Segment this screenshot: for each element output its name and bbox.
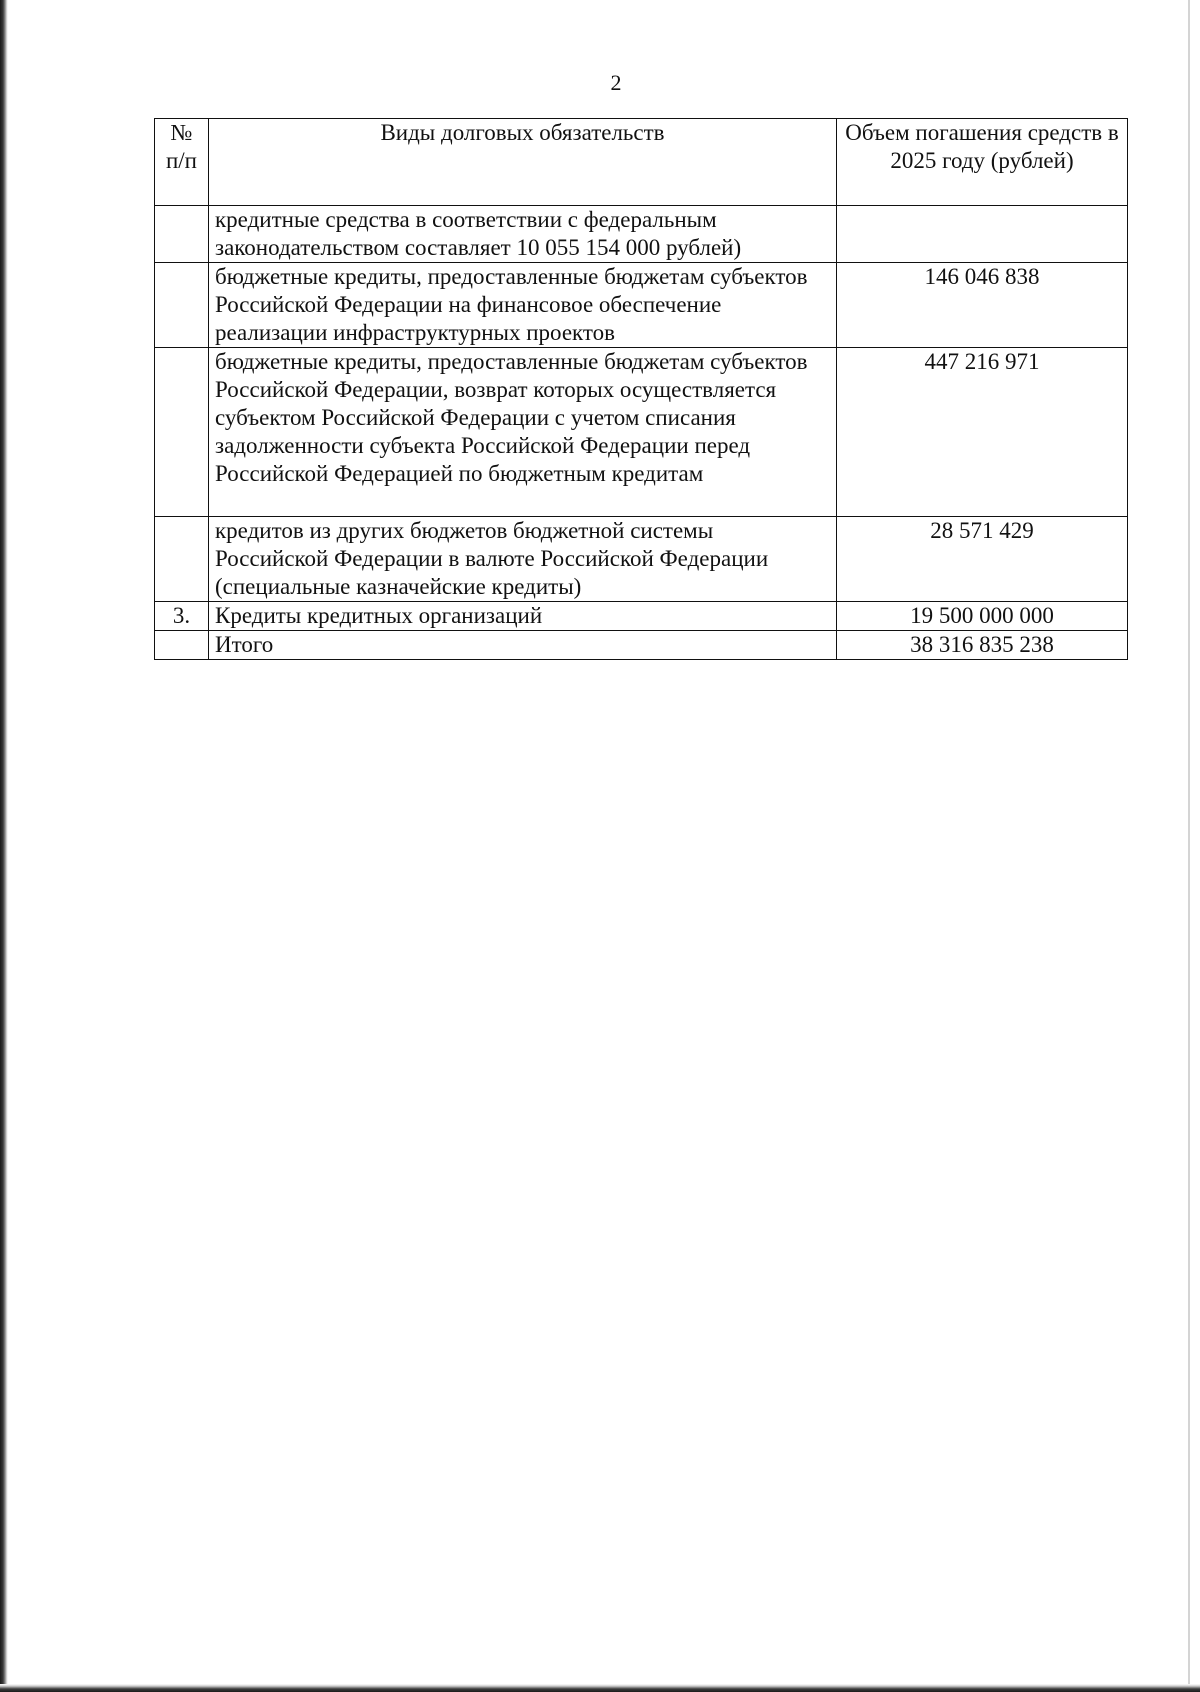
table-row bbox=[155, 263, 1128, 348]
row-number bbox=[155, 348, 209, 517]
table-header-row bbox=[155, 119, 1128, 206]
scan-edge-right bbox=[1188, 0, 1190, 1692]
row-number bbox=[155, 517, 209, 602]
row-debt-type: Кредиты кредитных организаций bbox=[209, 602, 837, 631]
row-amount bbox=[837, 206, 1128, 263]
row-debt-type: бюджетные кредиты, предоставленные бюджетам субъектов Российской Федерации, возврат которых осуществляется субъектом Российской Федерации с учетом списания задолженности субъекта Российской Федерации перед Российской Федерацией по бюджетным кредитам bbox=[209, 348, 837, 517]
table-row bbox=[155, 517, 1128, 602]
row-number: 3. bbox=[155, 602, 209, 631]
scan-edge-left bbox=[0, 0, 8, 1692]
header-number-sub: п/п bbox=[165, 148, 197, 173]
table-total-row bbox=[155, 631, 1128, 660]
row-number bbox=[155, 263, 209, 348]
row-amount: 146 046 838 bbox=[837, 263, 1128, 348]
header-number-sign: № bbox=[170, 120, 193, 145]
row-debt-type: кредитов из других бюджетов бюджетной системы Российской Федерации в валюте Российской Федерации (специальные казначейские кредиты) bbox=[209, 517, 837, 602]
table-row bbox=[155, 602, 1128, 631]
row-number bbox=[155, 206, 209, 263]
debt-obligations-table bbox=[154, 118, 1128, 660]
row-amount: 28 571 429 bbox=[837, 517, 1128, 602]
row-amount: 19 500 000 000 bbox=[837, 602, 1128, 631]
row-debt-type: кредитные средства в соответствии с федеральным законодательством составляет 10 055 154 000 рублей) bbox=[209, 206, 837, 263]
header-repayment-amount: Объем погашения средств в 2025 году (рублей) bbox=[837, 119, 1128, 206]
row-debt-type: бюджетные кредиты, предоставленные бюджетам субъектов Российской Федерации на финансовое обеспечение реализации инфраструктурных проектов bbox=[209, 263, 837, 348]
total-row-number bbox=[155, 631, 209, 660]
header-debt-type: Виды долговых обязательств bbox=[209, 119, 837, 206]
total-label: Итого bbox=[209, 631, 837, 660]
row-amount: 447 216 971 bbox=[837, 348, 1128, 517]
table-row bbox=[155, 348, 1128, 517]
table-row bbox=[155, 206, 1128, 263]
page-number: 2 bbox=[610, 70, 622, 95]
header-number bbox=[155, 119, 209, 206]
total-amount: 38 316 835 238 bbox=[837, 631, 1128, 660]
scan-edge-bottom bbox=[0, 1684, 1200, 1692]
